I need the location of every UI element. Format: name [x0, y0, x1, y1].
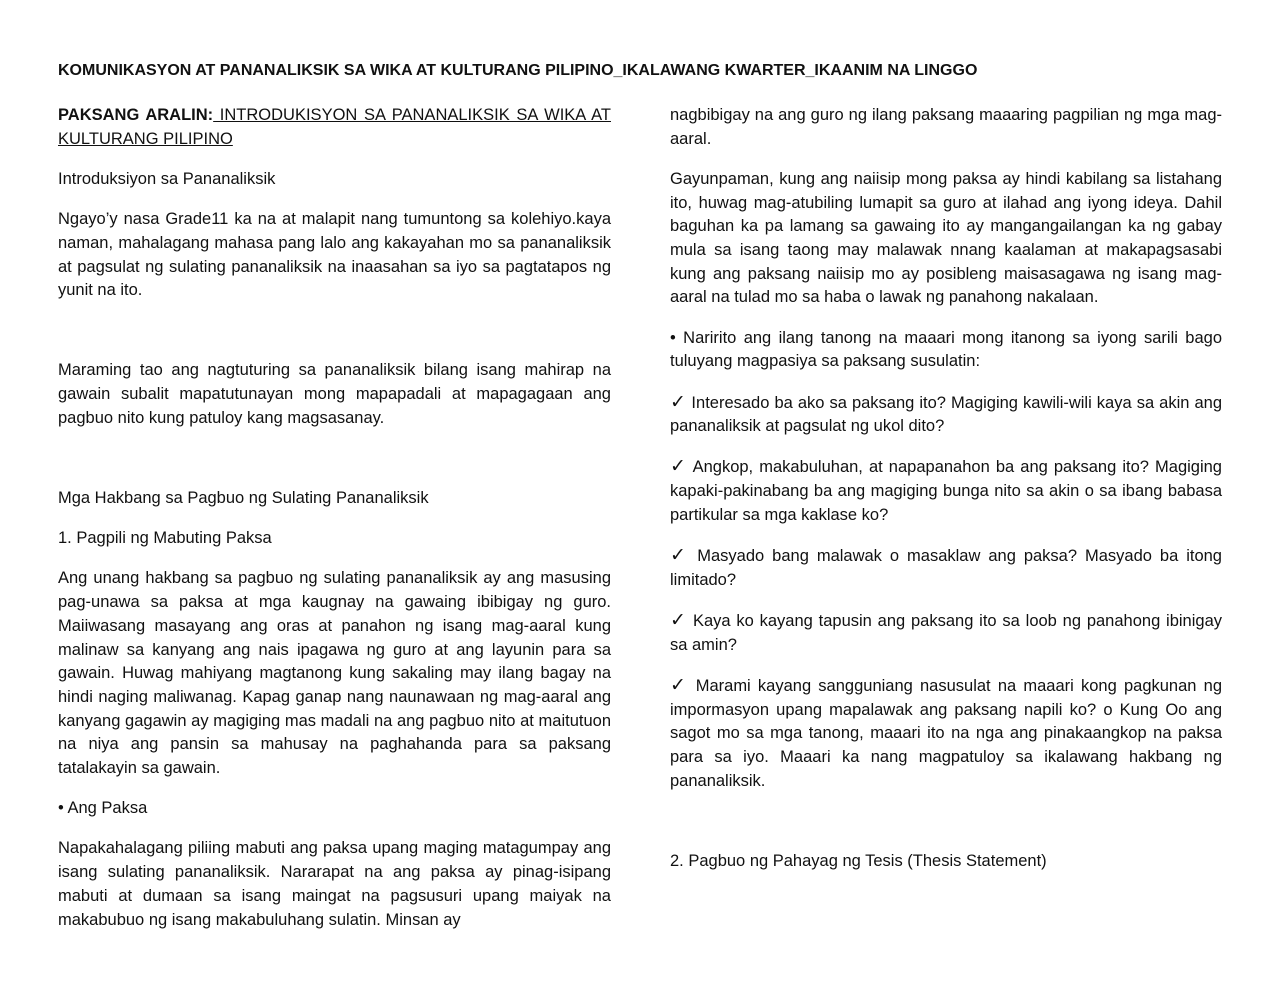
checkmark-icon: ✓: [670, 674, 689, 696]
left-column: [58, 104, 611, 949]
topic-line: [58, 104, 611, 151]
bullet-naririto: • Naririto ang ilang tanong na maaari mong itanong sa iyong sarili bago tuluyang magpasiya sa paksang susulatin:: [670, 328, 1222, 371]
paragraph-unang-hakbang: Ang unang hakbang sa pagbuo ng sulating pananaliksik ay ang masusing pag-unawa sa paksa at mga kaugnay na gawaing ibibigay ng guro. Maiiwasang masayang ang oras at panahon ng isang mag-aaral kung malinaw sa kanyang ang nais ipagawa ng guro at ang layunin para sa gawain. Huwag mahiyang magtanong kung sakaling may ilang bagay na hindi naging maliwanag. Kapag ganap nang naunawaan ng mag-aaral ang kanyang gagawin ay magiging mas madali na ang pagbuo nito at maitutuon na niya ang pansin sa mahusay na paghahanda para sa paksang tatalakayin sa gawain.: [58, 569, 611, 778]
question-1: ✓ Interesado ba ako sa paksang ito? Magiging kawili-wili kaya sa akin ang pananaliksik at pagsulat ng ukol dito?: [670, 391, 1223, 436]
checkmark-icon: ✓: [670, 545, 690, 567]
step1-heading: 1. Pagpili ng Mabuting Paksa: [58, 529, 272, 548]
topic-label: PAKSANG ARALIN:: [58, 106, 214, 124]
paragraph-gayunpaman: Gayunpaman, kung ang naiisip mong paksa ay hindi kabilang sa listahang ito, huwag mag-atubiling lumapit sa guro at ilahad ang iyong ideya. Dahil baguhan ka pa lamang sa gawaing ito ay mangangailangan ka ng gabay mula sa isang taong may malawak nnang kaalaman at makapagsasabi kung ang paksang naiisip mo ay posibleng maisasagawa ng isang mag-aaral na tulad mo sa haba o lawak ng panahong nakalaan.: [670, 169, 1222, 307]
topic-value: INTRODUKISYON SA PANANALIKSIK SA WIKA AT KULTURANG PILIPINO: [58, 106, 611, 148]
checkmark-icon: ✓: [670, 609, 688, 631]
question-5: ✓ Marami kayang sangguniang nasusulat na maaari kong pagkunan ng impormasyon upang mapalawak ang paksang napili ko? o Kung Oo ang sagot mo sa mga tanong, maaari ito na nga ang pinakaangkop na paksa para sa iyo. Maaari ka nang magpatuloy sa ikalawang hakbang ng pananaliksik.: [670, 674, 1222, 790]
paragraph-maraming-tao: Maraming tao ang nagtuturing sa pananaliksik bilang isang mahirap na gawain subalit mapatutunayan mong mapapadali at mapagagaan ang pagbuo nito kung patuloy kang magsasanay.: [58, 361, 611, 427]
bullet-ang-paksa: • Ang Paksa: [58, 799, 148, 818]
paragraph-napakahalaga: Napakahalagang piliing mabuti ang paksa upang maging matagumpay ang isang sulating pananaliksik. Nararapat na ang paksa ay pinag-isipang mabuti at dumaan sa isang maingat na pagsusuri upang maiyak na makabubuo ng isang makabuluhang sulatin. Minsan ay: [58, 839, 611, 929]
intro-heading: Introduksiyon sa Pananaliksik: [58, 169, 276, 188]
right-column: [670, 104, 1222, 890]
paragraph-grade11: Ngayo’y nasa Grade11 ka na at malapit nang tumuntong sa kolehiyo.kaya naman, mahalagang mahasa pang lalo ang kakayahan mo sa pananaliksik at pagsulat ng sulating pananaliksik na inaasahan sa iyo sa pagtatapos ng yunit na ito.: [58, 210, 611, 300]
question-3: ✓ Masyado bang malawak o masaklaw ang paksa? Masyado ba itong limitado?: [670, 545, 1222, 589]
document-title: KOMUNIKASYON AT PANANALIKSIK SA WIKA AT KULTURANG PILIPINO_IKALAWANG KWARTER_IKAANIM NA LINGGO: [58, 62, 978, 79]
checkmark-icon: ✓: [670, 456, 688, 478]
spacer: [670, 810, 1222, 850]
spacer: [58, 319, 611, 359]
question-2: ✓ Angkop, makabuluhan, at napapanahon ba ang paksang ito? Magiging kapaki-pakinabang ba ang magiging bunga nito sa akin o sa ibang babasa partikular sa mga kaklase ko?: [670, 456, 1222, 524]
paragraph-nagbibigay: nagbibigay na ang guro ng ilang paksang maaaring pagpilian ng mga mag-aaral.: [670, 106, 1222, 148]
spacer: [58, 447, 611, 487]
checkmark-icon: ✓: [670, 391, 687, 413]
question-4: ✓ Kaya ko kayang tapusin ang paksang ito sa loob ng panahong ibinigay sa amin?: [670, 609, 1223, 654]
step2-heading: 2. Pagbuo ng Pahayag ng Tesis (Thesis Statement): [670, 851, 1047, 870]
steps-heading: Mga Hakbang sa Pagbuo ng Sulating Pananaliksik: [58, 489, 429, 508]
